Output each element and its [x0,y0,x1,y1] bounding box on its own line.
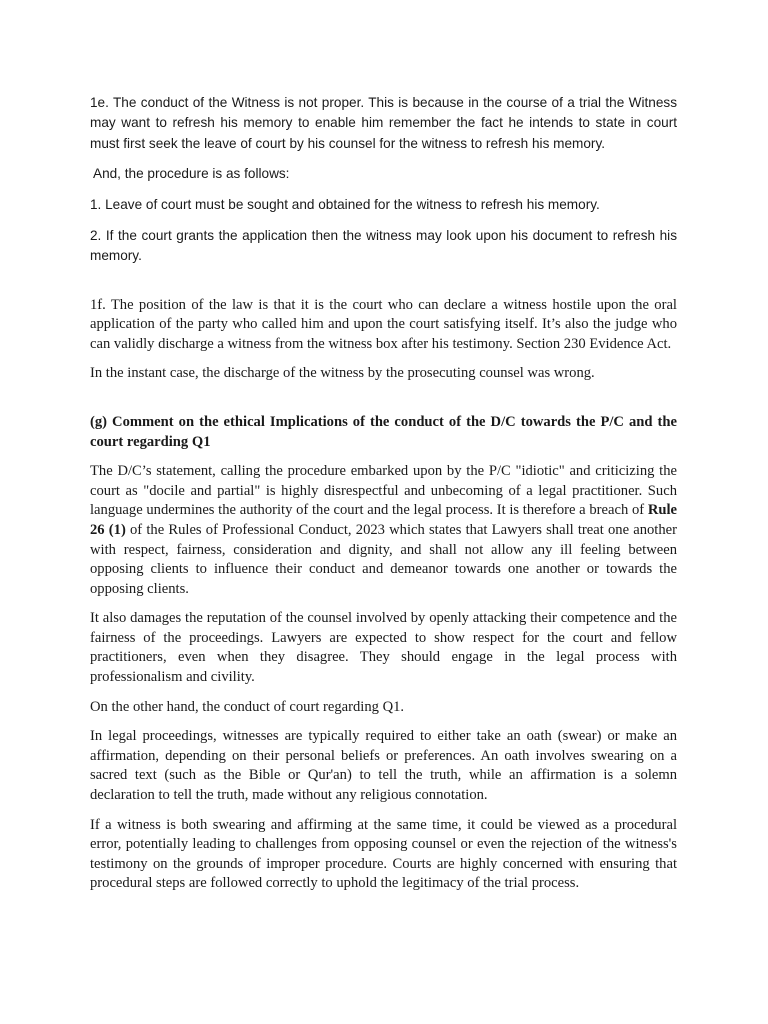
section-g-heading: (g) Comment on the ethical Implications of the conduct of the D/C towards the P/C and the court regarding Q1 [90,413,677,450]
rule-reference: Rule 26 (1) [90,502,677,538]
paragraph-g-1-after: of the Rules of Professional Conduct, 2023 which states that Lawyers shall treat one another with respect, fairness, consideration and dignity, and shall not allow any ill feeling between opposing clients to influence their conduct and demeanor towards one another or towards the opposing clients. [90,521,677,597]
paragraph-instant-case: In the instant case, the discharge of the witness by the prosecuting counsel was wrong. [90,365,595,382]
paragraph-g-1-before: The D/C’s statement, calling the procedure embarked upon by the P/C "idiotic" and criticizing the court as "docile and partial" is highly disrespectful and unbecoming of a legal practitioner. Such language undermines the authority of the court and the legal process. It is therefore a breach of [90,463,677,519]
paragraph-g-3: On the other hand, the conduct of court regarding Q1. [90,698,405,715]
paragraph-step-1: 1. Leave of court must be sought and obtained for the witness to refresh his memory. [90,197,600,213]
paragraph-procedure-intro: And, the procedure is as follows: [93,166,290,182]
paragraph-g-2: It also damages the reputation of the counsel involved by openly attacking their competence and the fairness of the proceedings. Lawyers are expected to show respect for the court and fellow practitioners, even when they disagree. They should engage in the legal process with professionalism and civility. [90,610,677,686]
paragraph-step-2: 2. If the court grants the application then the witness may look upon his document to refresh his memory. [90,227,677,264]
paragraph-g-4: In legal proceedings, witnesses are typically required to either take an oath (swear) or make an affirmation, depending on their personal beliefs or preferences. An oath involves swearing on a sacred text (such as the Bible or Qur'an) to tell the truth, while an affirmation is a solemn declaration to tell the truth, made without any religious connotation. [90,728,677,804]
paragraph-g-1 [90,462,677,599]
paragraph-g-5: If a witness is both swearing and affirming at the same time, it could be viewed as a procedural error, potentially leading to challenges from opposing counsel or even the rejection of the witness's testimony on the grounds of improper procedure. Courts are highly concerned with ensuring that procedural steps are followed correctly to uphold the legitimacy of the trial process. [90,816,677,892]
document-page [90,93,677,904]
paragraph-1e-intro: 1e. The conduct of the Witness is not proper. This is because in the course of a trial the Witness may want to refresh his memory to enable him remember the fact he intends to state in court must first seek the leave of court by his counsel for the witness to refresh his memory. [90,95,677,151]
paragraph-1f-position: 1f. The position of the law is that it is the court who can declare a witness hostile upon the oral application of the party who called him and upon the court satisfying itself. It’s also the judge who can validly discharge a witness from the witness box after his testimony. Section 230 Evidence Act. [90,296,677,352]
